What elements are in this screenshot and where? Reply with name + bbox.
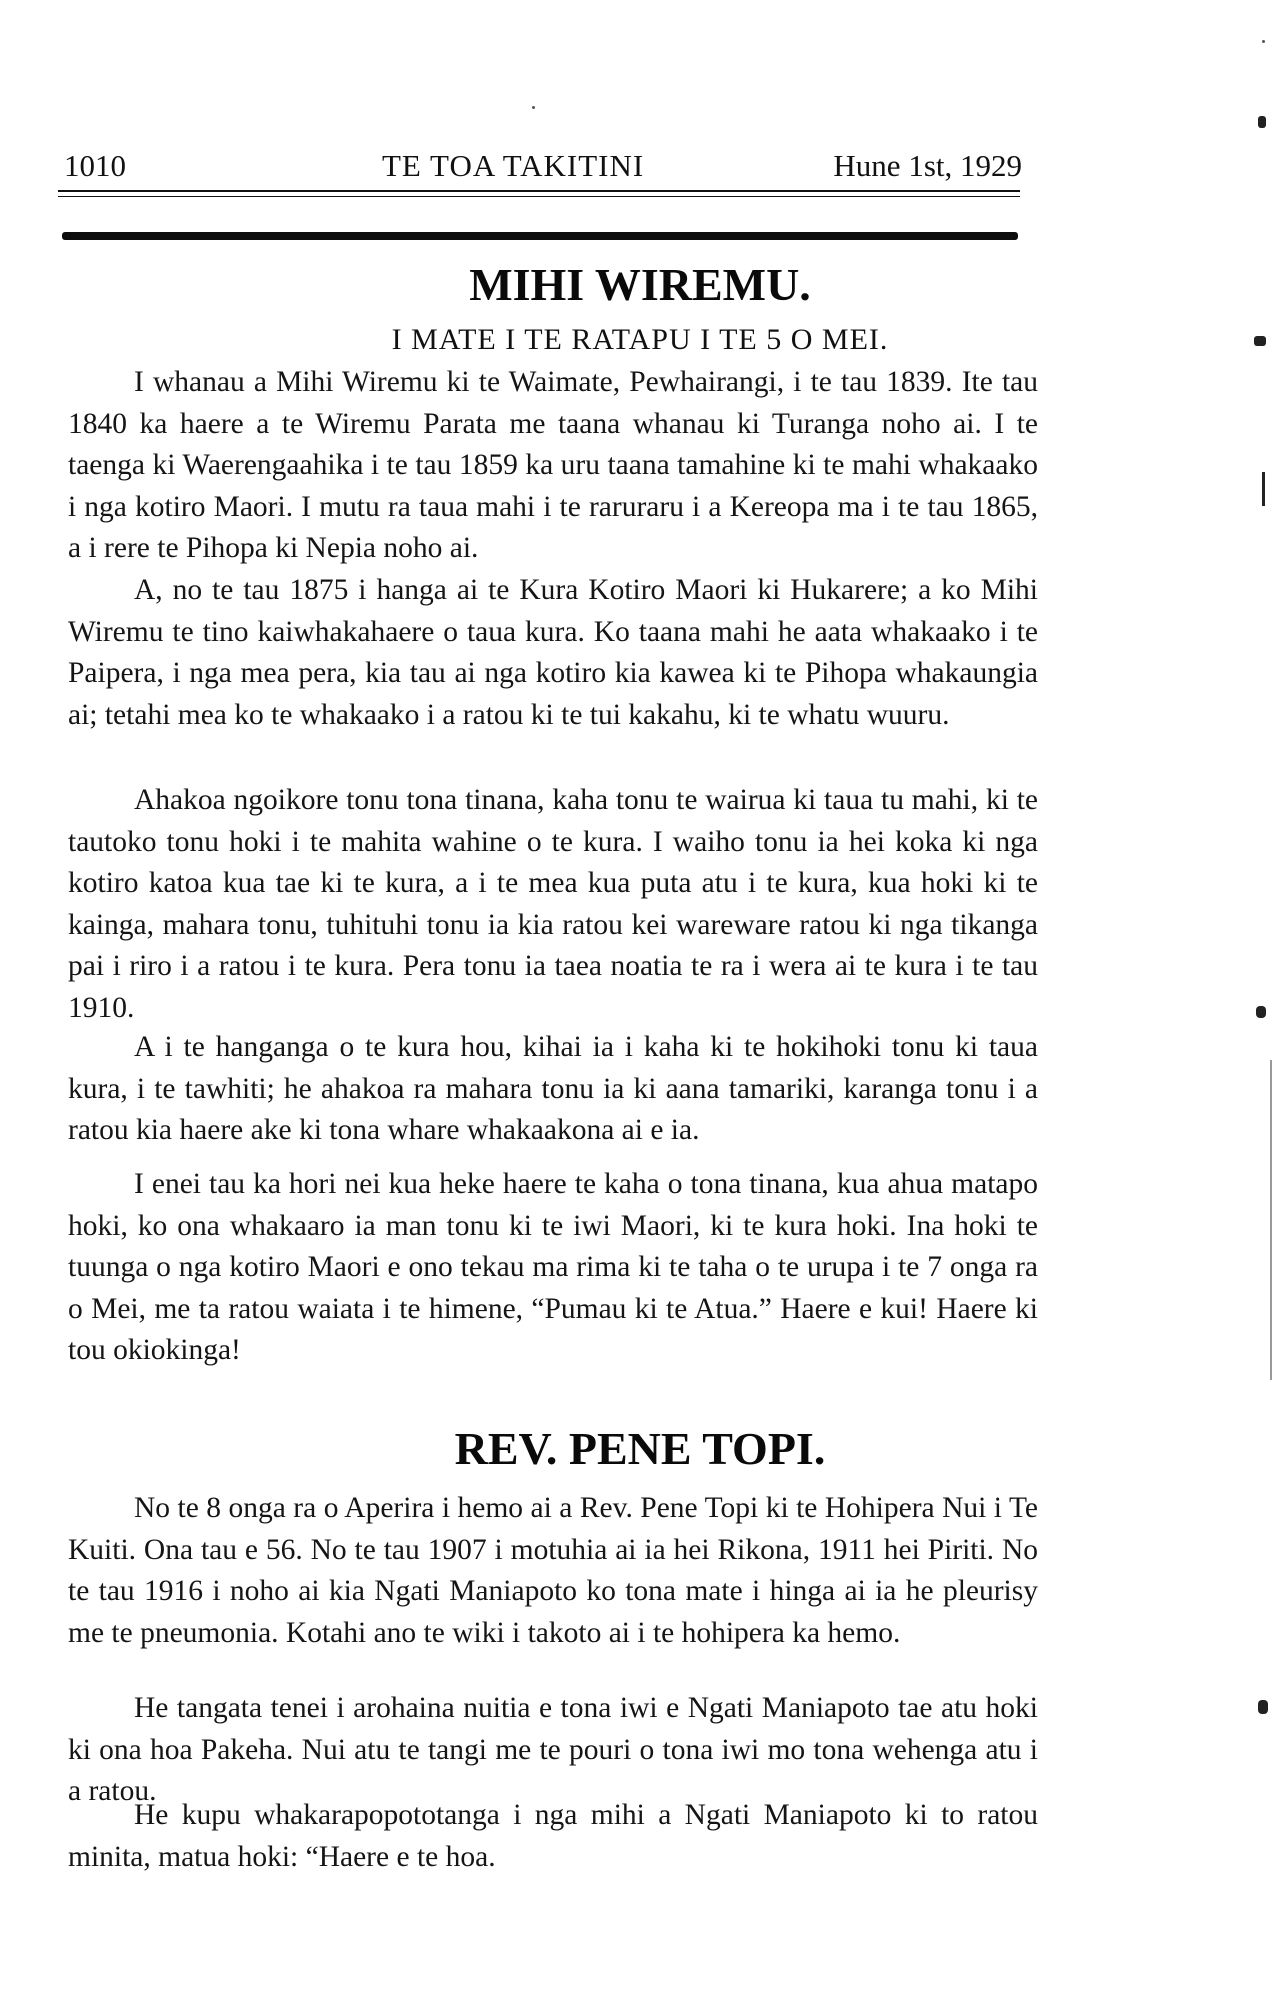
header-rule-top: [58, 190, 1020, 192]
issue-date: Hune 1st, 1929: [833, 148, 1022, 183]
article-title-mihi-wiremu: MIHI WIREMU.: [469, 259, 811, 310]
margin-speck: [1262, 40, 1265, 43]
article2-paragraph: He tangata tenei i arohaina nuitia e tona iwi e Ngati Maniapoto tae atu hoki ki ona hoa Pakeha. Nui atu te tangi me te pouri o tona iwi mo tona wehenga atu i a ratou.: [68, 1692, 1038, 1807]
publication-title: TE TOA TAKITINI: [382, 148, 645, 183]
margin-speck: [1270, 1060, 1272, 1380]
article-title-pene-topi: REV. PENE TOPI.: [454, 1423, 826, 1474]
margin-speck: [1254, 336, 1266, 346]
article-subtitle: I MATE I TE RATAPU I TE 5 O MEI.: [391, 323, 889, 356]
article1-paragraph: Ahakoa ngoikore tonu tona tinana, kaha tonu te wairua ki taua tu mahi, ki te tautoko tonu hoki i te mahita wahine o te kura. I waiho tonu ia hei koka ki nga kotiro katoa kua tae ki te kura, a i te mea kua puta atu i te kura, kua hoki ki te kainga, mahara tonu, tuhituhi tonu ia kia ratou kei wareware ratou ki nga tikanga pai i riro i a ratou i te kura. Pera tonu ia taea noatia te ra i wera ai te kura i te tau 1910.: [68, 784, 1038, 1024]
margin-speck: [532, 106, 535, 109]
margin-speck: [1256, 1006, 1266, 1018]
article2-paragraph: He kupu whakarapopototanga i nga mihi a Ngati Maniapoto ki to ratou minita, matua hoki: “Haere e te hoa.: [68, 1799, 1038, 1873]
article1-paragraph: I enei tau ka hori nei kua heke haere te kaha o tona tinana, kua ahua matapo hoki, ko ona whakaaro ia man tonu ki te iwi Maori, ki te kura hoki. Ina hoki te tuunga o nga kotiro Maori e ono tekau ma rima ki te taha o te urupa i te 7 onga ra o Mei, me ta ratou waiata i te himene, “Pumau ki te Atua.” Haere e kui! Haere ki tou okiokinga!: [68, 1168, 1038, 1366]
margin-speck: [1262, 472, 1265, 506]
page-header: [64, 148, 1022, 188]
margin-speck: [1258, 116, 1266, 128]
article1-paragraph: A, no te tau 1875 i hanga ai te Kura Kotiro Maori ki Hukarere; a ko Mihi Wiremu te tino kaiwhakahaere o taua kura. Ko taana mahi he aata whakaako i te Paipera, i nga mea pera, kia tau ai nga kotiro kia kawea ki te Pihopa whakaungia ai; tetahi mea ko te whakaako i a ratou ki te tui kakahu, ki te whatu wuuru.: [68, 574, 1038, 731]
margin-speck: [1258, 1700, 1268, 1714]
section-divider: [62, 232, 1018, 240]
article2-paragraph: No te 8 onga ra o Aperira i hemo ai a Rev. Pene Topi ki te Hohipera Nui i Te Kuiti. Ona tau e 56. No te tau 1907 i motuhia ai ia hei Rikona, 1911 hei Piriti. No te tau 1916 i noho ai kia Ngati Maniapoto ko tona mate i hinga ai ia he pleurisy me te pneumonia. Kotahi ano te wiki i takoto ai i te hohipera ka hemo.: [68, 1492, 1038, 1649]
page-number: 1010: [64, 148, 126, 183]
header-rule-bottom: [58, 196, 1020, 197]
article1-paragraph: A i te hanganga o te kura hou, kihai ia i kaha ki te hokihoki tonu ki taua kura, i te tawhiti; he ahakoa ra mahara tonu ia ki aana tamariki, karanga tonu i a ratou kia haere ake ki tona whare whakaakona ai e ia.: [68, 1031, 1038, 1146]
article1-paragraph: I whanau a Mihi Wiremu ki te Waimate, Pewhairangi, i te tau 1839. Ite tau 1840 ka haere a te Wiremu Parata me taana whanau ki Turanga noho ai. I te taenga ki Waerengaahika i te tau 1859 ka uru taana tamahine ki te mahi whakaako i nga kotiro Maori. I mutu ra taua mahi i te raruraru i a Kereopa ma i te tau 1865, a i rere te Pihopa ki Nepia noho ai.: [68, 366, 1038, 564]
